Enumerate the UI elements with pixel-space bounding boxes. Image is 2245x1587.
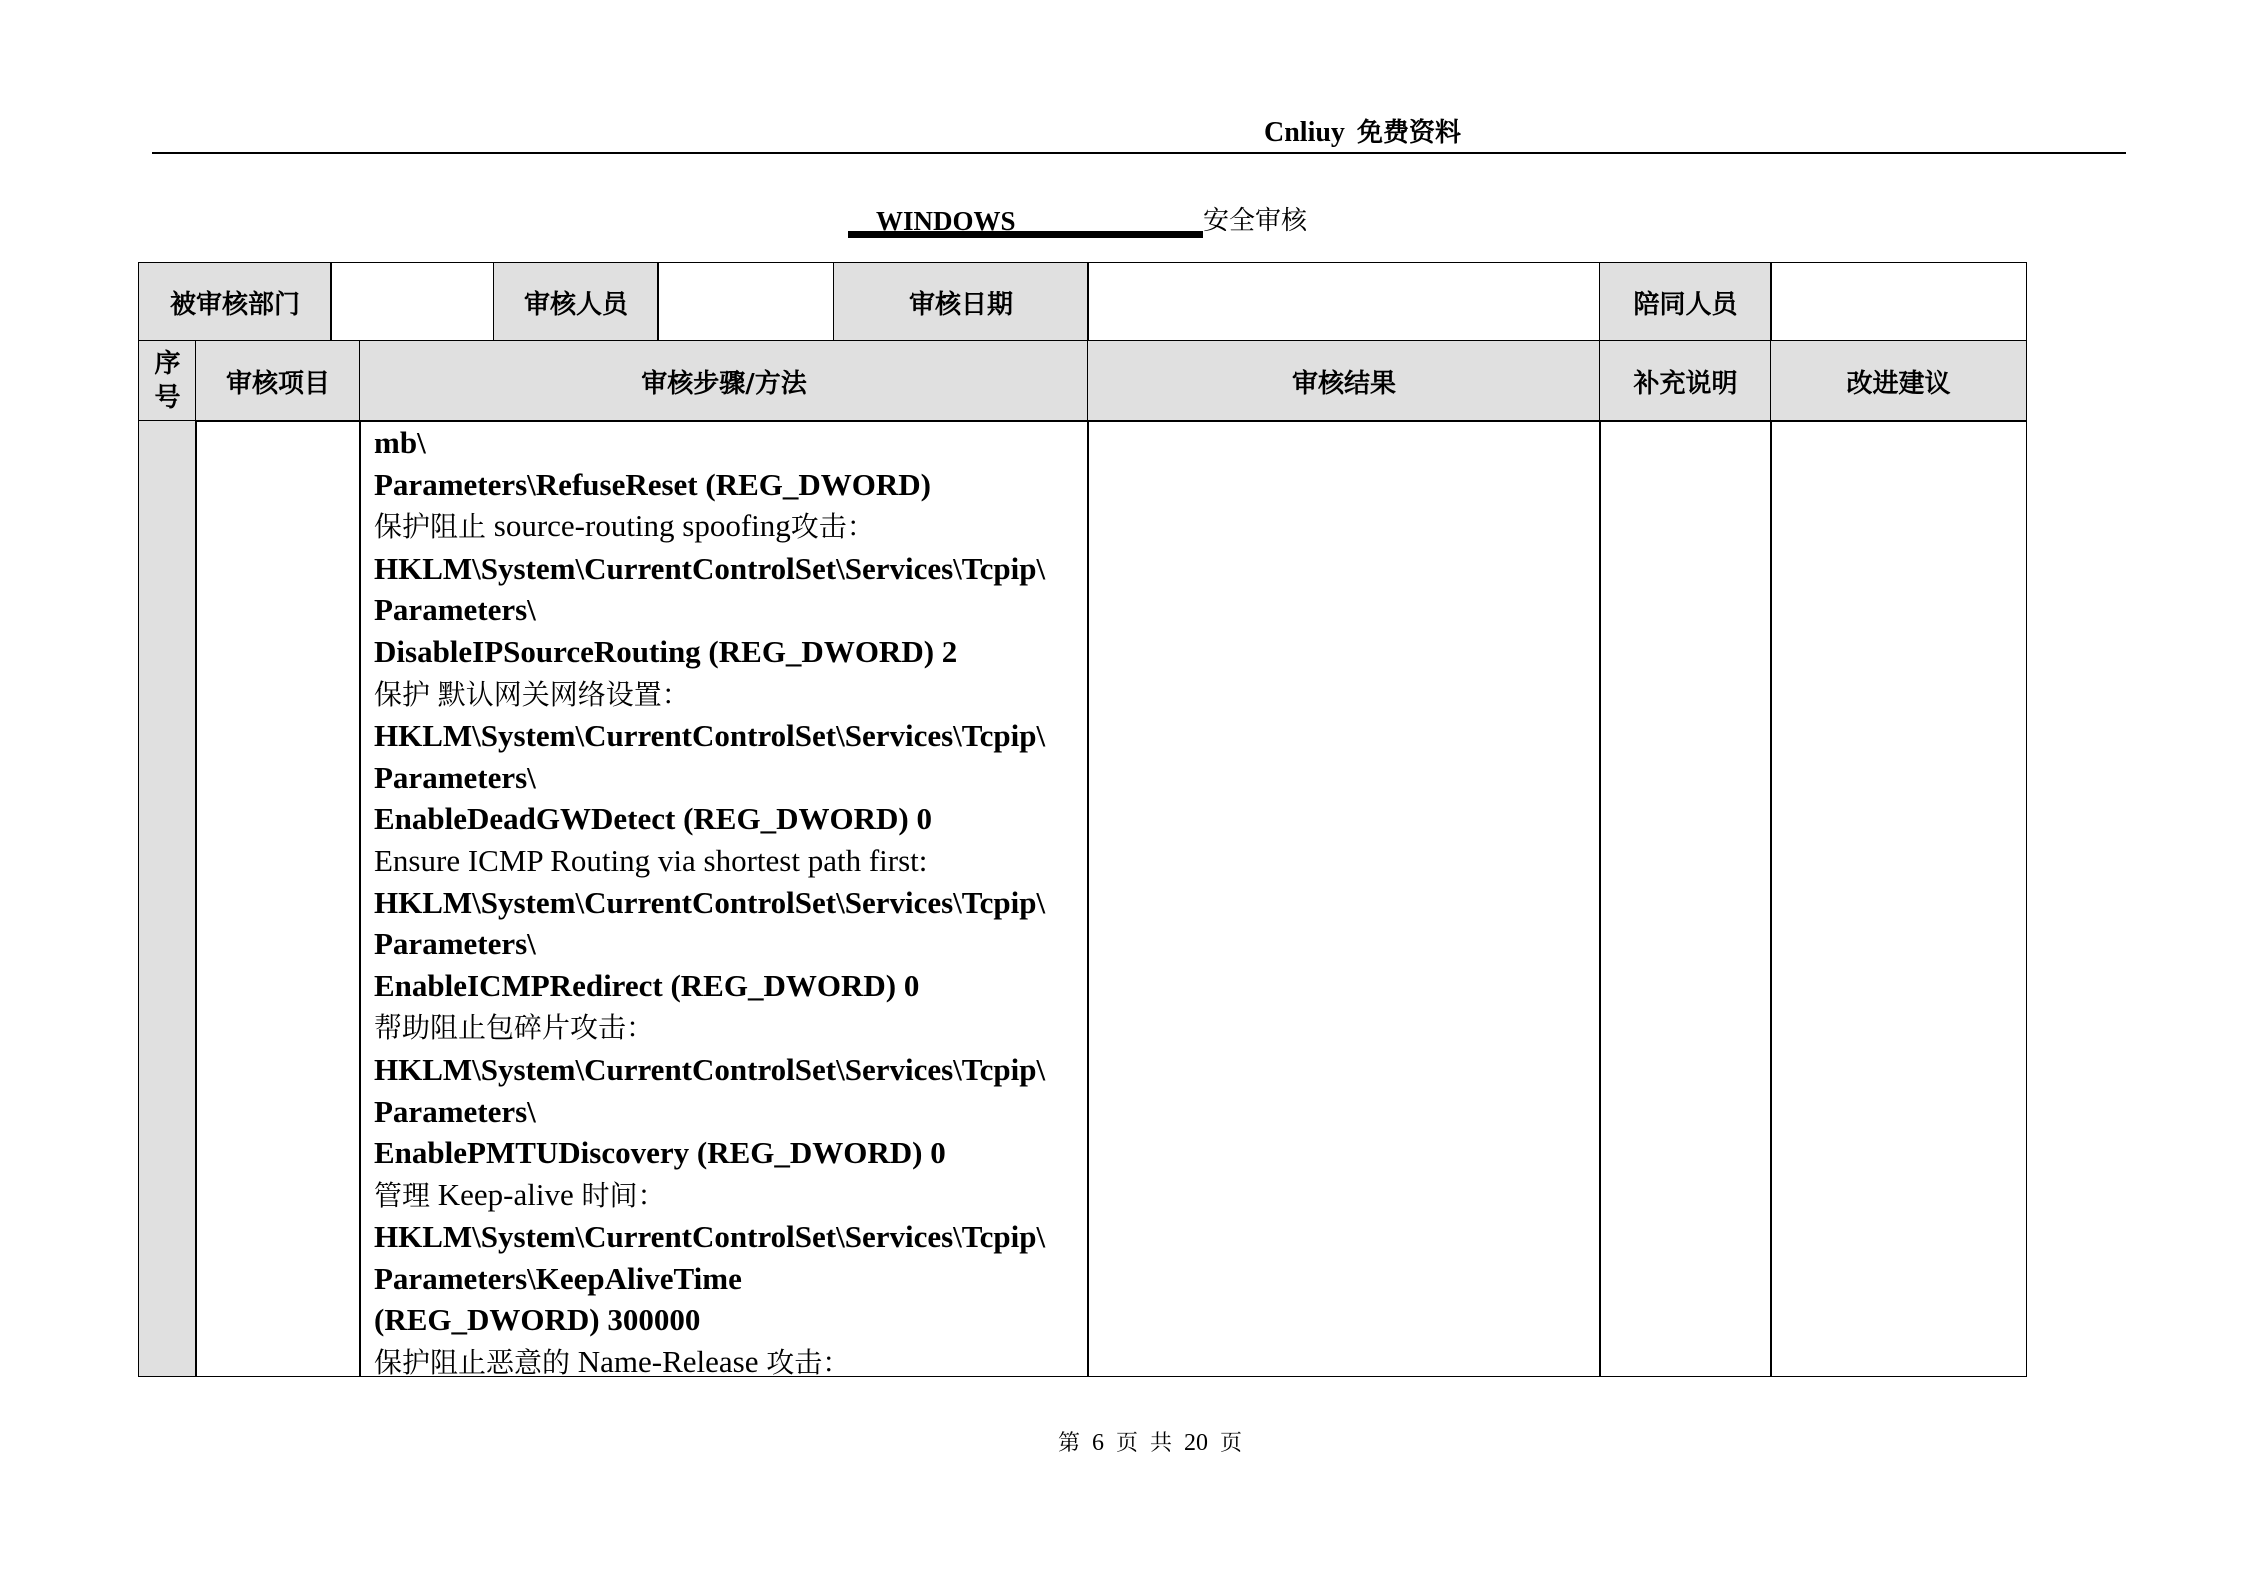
auditor-label: 审核人员 bbox=[493, 262, 659, 342]
document-title bbox=[848, 204, 1307, 238]
steps-line: Parameters\RefuseReset (REG_DWORD) bbox=[374, 466, 931, 502]
header-rule bbox=[152, 152, 2126, 154]
steps-line: Parameters\ bbox=[374, 592, 536, 628]
footer-suffix: 页 bbox=[1220, 1431, 1243, 1456]
steps-line: DisableIPSourceRouting (REG_DWORD) 2 bbox=[374, 633, 958, 669]
steps-line: 保护阻止 source-routing spoofing攻击： bbox=[374, 508, 875, 544]
header-brand: Cnliuy bbox=[1264, 117, 1345, 148]
audited-dept-field[interactable] bbox=[330, 262, 495, 342]
col-header-result: 审核结果 bbox=[1087, 340, 1601, 422]
steps-line: HKLM\System\CurrentControlSet\Services\Tcpip\ bbox=[374, 550, 1046, 586]
accompany-label: 陪同人员 bbox=[1599, 262, 1772, 342]
body-suggestion-cell[interactable] bbox=[1770, 420, 2027, 1377]
col-header-seq bbox=[138, 340, 197, 422]
body-note-cell[interactable] bbox=[1599, 420, 1772, 1377]
steps-line: 帮助阻止包碎片攻击： bbox=[374, 1011, 655, 1045]
audit-date-label: 审核日期 bbox=[833, 262, 1089, 342]
page-header bbox=[1264, 112, 1461, 149]
steps-line: 保护 默认网关网络设置： bbox=[374, 677, 690, 711]
col-header-note: 补充说明 bbox=[1599, 340, 1772, 422]
col-header-suggestion: 改进建议 bbox=[1770, 340, 2027, 422]
steps-line: (REG_DWORD) 300000 bbox=[374, 1302, 701, 1338]
steps-line: HKLM\System\CurrentControlSet\Services\Tcpip\ bbox=[374, 1219, 1046, 1255]
col-header-steps: 审核步骤/方法 bbox=[359, 340, 1089, 422]
footer-total-pages: 20 bbox=[1184, 1430, 1209, 1456]
seq-top-char: 序 bbox=[154, 349, 181, 379]
title-underlined: WINDOWS bbox=[848, 204, 1203, 238]
header-brand-suffix: 免费资料 bbox=[1356, 118, 1461, 148]
steps-line: mb\ bbox=[374, 425, 426, 460]
steps-line: Parameters\KeepAliveTime bbox=[374, 1260, 742, 1296]
accompany-field[interactable] bbox=[1770, 262, 2027, 342]
seq-bottom-char: 号 bbox=[154, 383, 181, 413]
steps-line: EnableICMPRedirect (REG_DWORD) 0 bbox=[374, 967, 920, 1003]
body-seq-cell bbox=[138, 420, 197, 1377]
steps-line: EnableDeadGWDetect (REG_DWORD) 0 bbox=[374, 801, 932, 837]
audit-steps-text bbox=[374, 422, 1086, 1384]
steps-line: Ensure ICMP Routing via shortest path first: bbox=[374, 842, 928, 878]
steps-line: Parameters\ bbox=[374, 1093, 536, 1129]
audit-date-field[interactable] bbox=[1087, 262, 1601, 342]
title-suffix: 安全审核 bbox=[1203, 206, 1308, 236]
footer-mid2: 共 bbox=[1150, 1431, 1173, 1456]
steps-line: Parameters\ bbox=[374, 759, 536, 795]
footer-prefix: 第 bbox=[1057, 1431, 1080, 1456]
footer-mid1: 页 bbox=[1115, 1431, 1138, 1456]
footer-current-page: 6 bbox=[1091, 1430, 1104, 1456]
body-item-cell[interactable] bbox=[195, 420, 361, 1377]
steps-line: HKLM\System\CurrentControlSet\Services\Tcpip\ bbox=[374, 718, 1046, 754]
steps-line: HKLM\System\CurrentControlSet\Services\Tcpip\ bbox=[374, 1051, 1046, 1087]
steps-line: Parameters\ bbox=[374, 926, 536, 962]
steps-line: 管理 Keep-alive 时间： bbox=[374, 1176, 666, 1212]
steps-line: EnablePMTUDiscovery (REG_DWORD) 0 bbox=[374, 1135, 946, 1171]
col-header-item: 审核项目 bbox=[195, 340, 361, 422]
steps-line: HKLM\System\CurrentControlSet\Services\Tcpip\ bbox=[374, 884, 1046, 920]
audited-dept-label: 被审核部门 bbox=[138, 262, 332, 342]
body-result-cell[interactable] bbox=[1087, 420, 1601, 1377]
page-footer bbox=[1040, 1426, 1260, 1457]
auditor-field[interactable] bbox=[657, 262, 835, 342]
steps-line: 保护阻止恶意的 Name-Release 攻击： bbox=[374, 1344, 851, 1380]
